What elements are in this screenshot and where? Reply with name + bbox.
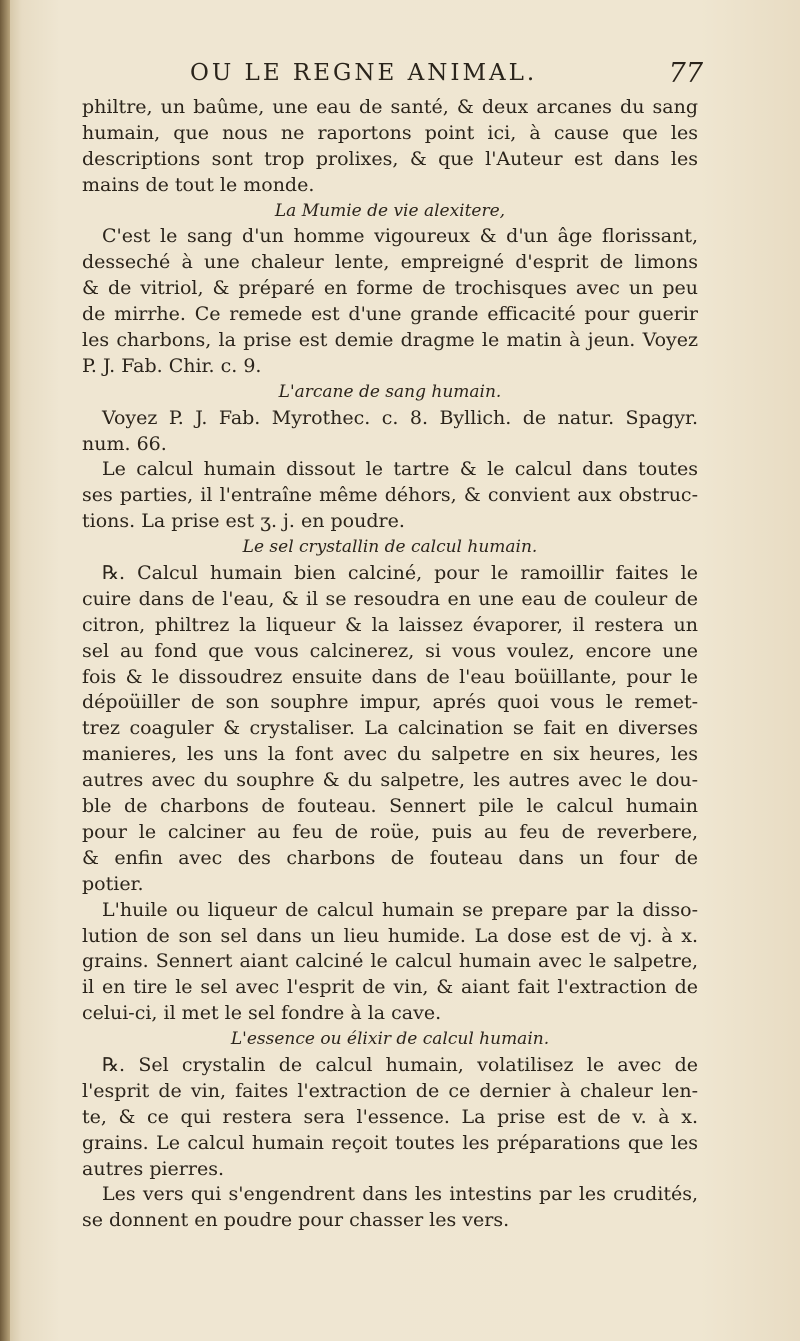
text-line: dépoüiller de son souphre impur, aprés quoi vous le remet- <box>82 691 698 714</box>
page-number: 77 <box>668 58 703 89</box>
text-line: ble de charbons de fouteau. Sennert pile le calcul humain <box>82 795 698 818</box>
text-line: humain, que nous ne raportons point ici, à cause que les <box>82 121 698 144</box>
running-head <box>85 60 705 94</box>
text-line: C'est le sang d'un homme vigoureux & d'un âge florissant, <box>102 225 698 248</box>
text-line: te, & ce qui restera sera l'essence. La prise est de v. à x. <box>82 1105 698 1128</box>
text-line: P. J. Fab. Chir. c. 9. <box>82 354 262 377</box>
text-line: ses parties, il l'entraîne même déhors, & convient aux obstruc- <box>82 484 698 507</box>
text-line: de mirrhe. Ce remede est d'une grande efficacité pour guerir <box>82 303 698 326</box>
section-heading: Le sel crystallin de calcul humain. <box>242 537 538 558</box>
text-line: manieres, les uns la font avec du salpetre en six heures, les <box>82 743 698 766</box>
text-line: mains de tout le monde. <box>82 173 315 196</box>
section-heading: L'arcane de sang humain. <box>278 381 502 402</box>
text-line: cuire dans de l'eau, & il se resoudra en une eau de couleur de <box>82 587 698 610</box>
text-line: Voyez P. J. Fab. Myrothec. c. 8. Byllich. de natur. Spagyr. <box>102 406 698 429</box>
text-line: desseché à une chaleur lente, empreigné d'esprit de limons <box>82 251 698 274</box>
running-title: OU LE REGNE ANIMAL. <box>190 60 538 86</box>
text-line: celui-ci, il met le sel fondre à la cave. <box>82 1002 442 1025</box>
text-line: & de vitriol, & préparé en forme de trochisques avec un peu <box>82 277 698 300</box>
text-line: il en tire le sel avec l'esprit de vin, & aiant fait l'extraction de <box>82 976 698 999</box>
text-line: ℞. Calcul humain bien calciné, pour le ramoillir faites le <box>102 562 698 585</box>
text-line: ℞. Sel crystalin de calcul humain, volatilisez le avec de <box>102 1053 698 1076</box>
section-heading: La Mumie de vie alexitere, <box>274 200 506 221</box>
text-line: citron, philtrez la liqueur & la laissez évaporer, il restera un <box>82 613 698 636</box>
text-line: fois & le dissoudrez ensuite dans de l'eau boüillante, pour le <box>82 665 698 688</box>
text-line: se donnent en poudre pour chasser les vers. <box>82 1209 510 1232</box>
text-line: grains. Le calcul humain reçoit toutes les préparations que les <box>82 1131 698 1154</box>
text-line: autres pierres. <box>82 1157 224 1180</box>
text-line: autres avec du souphre & du salpetre, les autres avec le dou- <box>82 769 698 792</box>
binding-gutter <box>0 0 10 1341</box>
text-line: pour le calciner au feu de roüe, puis au feu de reverbere, <box>82 820 698 843</box>
text-line: tions. La prise est ʒ. j. en poudre. <box>82 510 405 533</box>
text-line: num. 66. <box>82 432 167 455</box>
text-line: l'esprit de vin, faites l'extraction de ce dernier à chaleur len- <box>82 1079 698 1102</box>
text-line: & enfin avec des charbons de fouteau dans un four de <box>82 846 698 869</box>
text-line: philtre, un baûme, une eau de santé, & deux arcanes du sang <box>82 96 698 118</box>
text-line: grains. Sennert aiant calciné le calcul humain avec le salpetre, <box>82 950 698 973</box>
text-line: descriptions sont trop prolixes, & que l'Auteur est dans les <box>82 147 698 170</box>
body-text <box>82 95 698 1234</box>
text-line: trez coaguler & crystaliser. La calcination se fait en diverses <box>82 717 698 740</box>
text-line: Le calcul humain dissout le tartre & le calcul dans toutes <box>102 458 698 481</box>
text-line: L'huile ou liqueur de calcul humain se prepare par la disso- <box>102 898 698 921</box>
text-line: Les vers qui s'engendrent dans les intestins par les crudités, <box>102 1183 698 1206</box>
text-line: sel au fond que vous calcinerez, si vous voulez, encore une <box>82 639 698 662</box>
text-line: les charbons, la prise est demie dragme le matin à jeun. Voyez <box>82 329 698 352</box>
text-line: potier. <box>82 872 144 895</box>
section-heading: L'essence ou élixir de calcul humain. <box>230 1029 550 1050</box>
text-line: lution de son sel dans un lieu humide. La dose est de vj. à x. <box>82 924 698 947</box>
